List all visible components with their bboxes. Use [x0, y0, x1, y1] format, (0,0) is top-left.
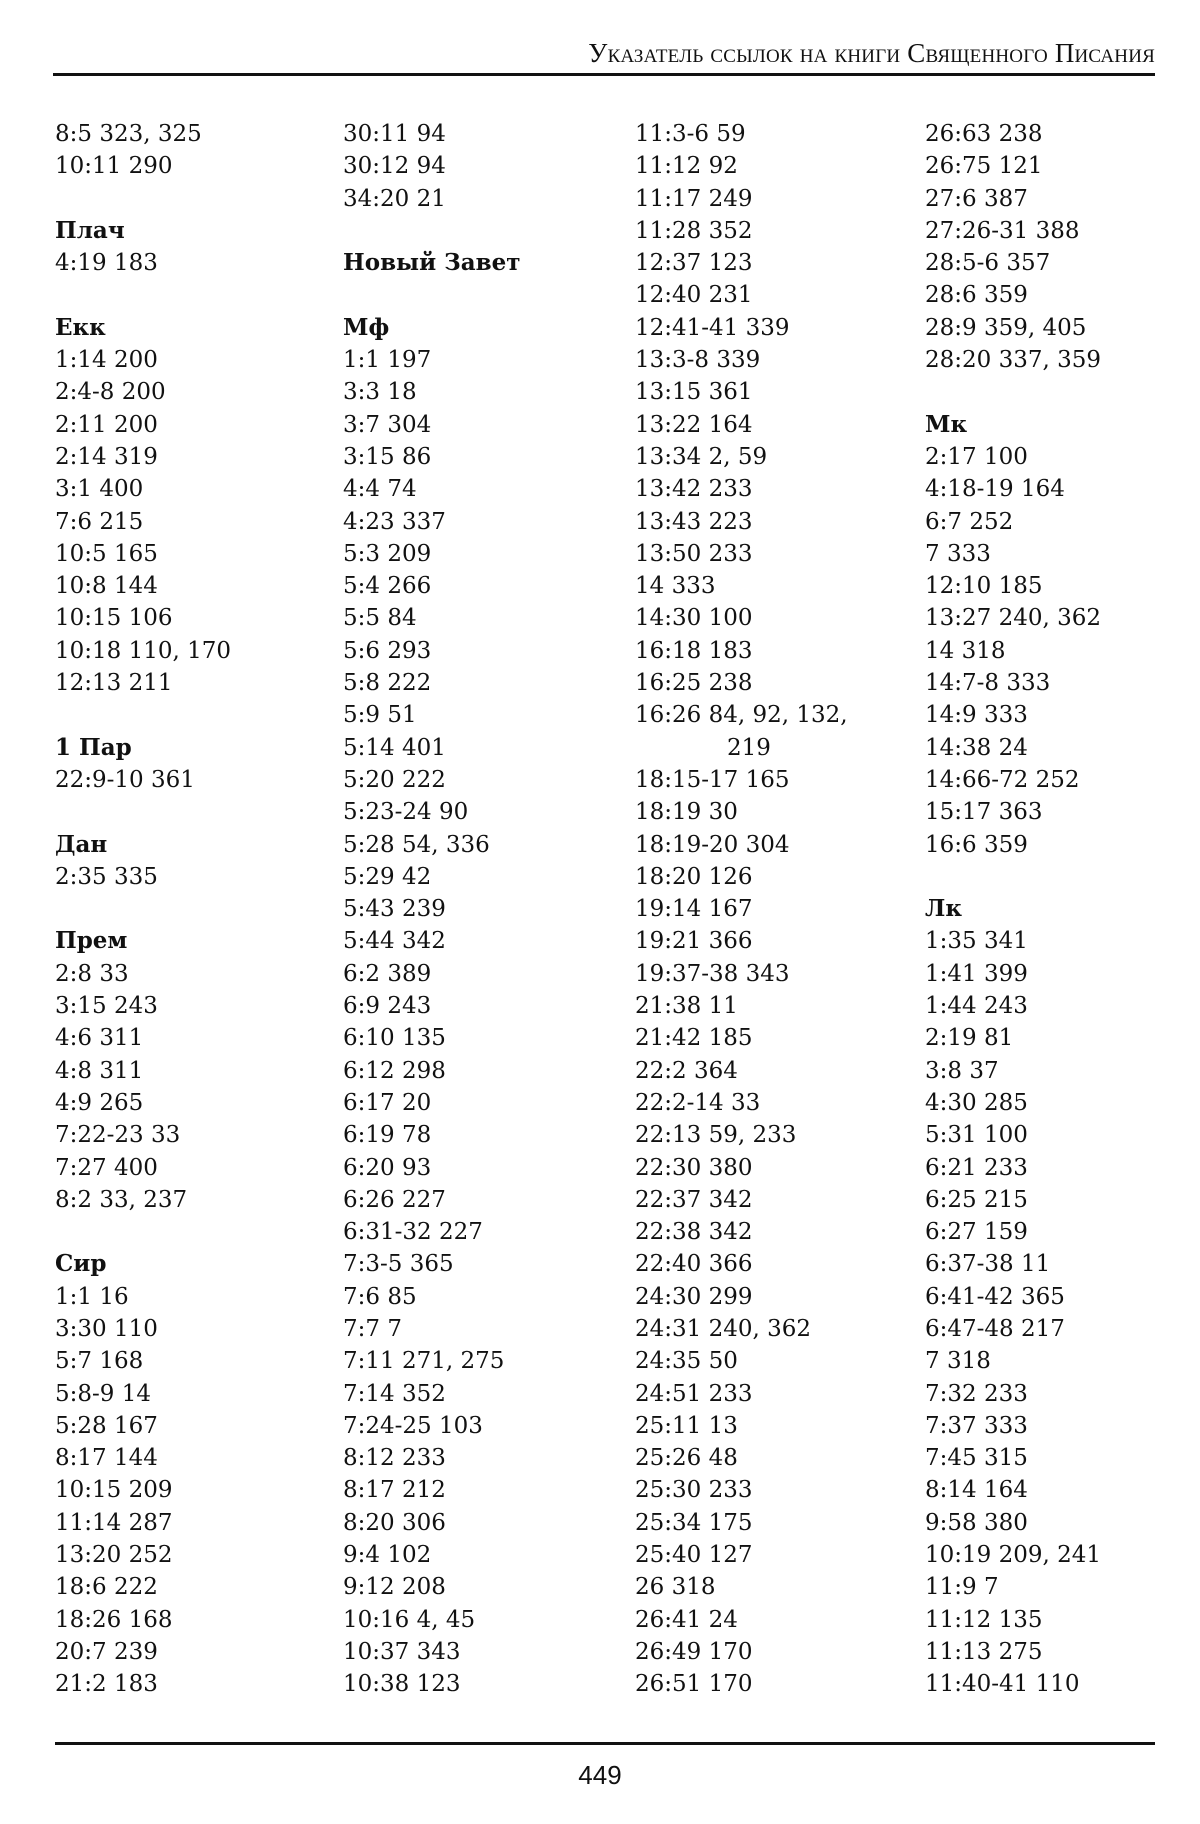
- reference-entry: 4:30 285: [925, 1089, 1028, 1116]
- book-heading: Екк: [55, 313, 106, 341]
- reference-entry: 3:3 18: [343, 379, 417, 406]
- reference-entry: 13:3-8 339: [635, 347, 761, 374]
- reference-entry: 24:51 233: [635, 1380, 753, 1407]
- reference-entry: 6:12 298: [343, 1057, 446, 1084]
- reference-entry: 7:7 7: [343, 1315, 402, 1342]
- reference-entry: 4:6 311: [55, 1025, 144, 1052]
- reference-entry: 219: [727, 734, 771, 761]
- reference-entry: 18:19 30: [635, 799, 738, 826]
- reference-entry: 7:37 333: [925, 1412, 1028, 1439]
- reference-entry: 5:28 167: [55, 1412, 158, 1439]
- reference-entry: 9:58 380: [925, 1509, 1028, 1536]
- reference-entry: 13:15 361: [635, 379, 753, 406]
- reference-entry: 10:15 209: [55, 1477, 173, 1504]
- reference-entry: 1:41 399: [925, 960, 1028, 987]
- reference-entry: 9:4 102: [343, 1542, 432, 1569]
- reference-entry: 26:49 170: [635, 1638, 753, 1665]
- book-heading: Новый Завет: [343, 249, 521, 277]
- index-column-2: [343, 118, 593, 1701]
- page-number: 449: [578, 1760, 622, 1790]
- reference-entry: 5:23-24 90: [343, 799, 469, 826]
- reference-entry: 7:11 271, 275: [343, 1348, 505, 1375]
- reference-entry: 21:2 183: [55, 1671, 158, 1698]
- book-heading: Мк: [925, 410, 968, 438]
- reference-entry: 25:40 127: [635, 1542, 753, 1569]
- reference-entry: 25:11 13: [635, 1412, 738, 1439]
- reference-entry: 22:37 342: [635, 1186, 753, 1213]
- reference-entry: 25:34 175: [635, 1509, 753, 1536]
- reference-entry: 10:38 123: [343, 1671, 461, 1698]
- reference-entry: 4:4 74: [343, 476, 417, 503]
- reference-entry: 16:18 183: [635, 637, 753, 664]
- reference-entry: 2:8 33: [55, 960, 129, 987]
- reference-entry: 10:18 110, 170: [55, 637, 232, 664]
- reference-entry: 19:14 167: [635, 896, 753, 923]
- reference-entry: 5:3 209: [343, 540, 432, 567]
- reference-entry: 13:22 164: [635, 411, 753, 438]
- reference-entry: 12:10 185: [925, 573, 1043, 600]
- reference-entry: 7:45 315: [925, 1445, 1028, 1472]
- reference-entry: 6:25 215: [925, 1186, 1028, 1213]
- book-heading: Лк: [925, 895, 962, 923]
- reference-entry: 13:27 240, 362: [925, 605, 1102, 632]
- reference-entry: 14:7-8 333: [925, 670, 1051, 697]
- entry-spacer: [55, 893, 305, 925]
- reference-entry: 7:3-5 365: [343, 1251, 454, 1278]
- reference-entry: 8:2 33, 237: [55, 1186, 188, 1213]
- reference-entry: 16:6 359: [925, 831, 1028, 858]
- reference-entry: 20:7 239: [55, 1638, 158, 1665]
- reference-entry: 24:30 299: [635, 1283, 753, 1310]
- reference-entry: 27:6 387: [925, 185, 1028, 212]
- reference-entry: 1:44 243: [925, 993, 1028, 1020]
- reference-entry: 8:14 164: [925, 1477, 1028, 1504]
- reference-entry: 4:18-19 164: [925, 476, 1065, 503]
- reference-entry: 6:26 227: [343, 1186, 446, 1213]
- reference-entry: 12:40 231: [635, 282, 753, 309]
- reference-entry: 6:17 20: [343, 1089, 432, 1116]
- reference-entry: 7:22-23 33: [55, 1122, 181, 1149]
- reference-entry: 22:38 342: [635, 1219, 753, 1246]
- reference-entry: 11:28 352: [635, 217, 753, 244]
- reference-entry: 5:8-9 14: [55, 1380, 151, 1407]
- reference-entry: 6:20 93: [343, 1154, 432, 1181]
- reference-entry: 5:6 293: [343, 637, 432, 664]
- reference-entry: 8:5 323, 325: [55, 121, 202, 147]
- reference-entry: 6:47-48 217: [925, 1315, 1065, 1342]
- reference-entry: 24:31 240, 362: [635, 1315, 812, 1342]
- reference-entry: 1:35 341: [925, 928, 1028, 955]
- index-column-1: [55, 118, 305, 1701]
- reference-entry: 8:20 306: [343, 1509, 446, 1536]
- reference-entry: 12:41-41 339: [635, 314, 790, 341]
- reference-entry: 6:37-38 11: [925, 1251, 1051, 1278]
- reference-entry: 5:5 84: [343, 605, 417, 632]
- reference-entry: 5:20 222: [343, 766, 446, 793]
- reference-entry: 26:75 121: [925, 153, 1043, 180]
- reference-entry: 28:9 359, 405: [925, 314, 1087, 341]
- reference-entry: 8:17 212: [343, 1477, 446, 1504]
- reference-entry: 4:8 311: [55, 1057, 144, 1084]
- reference-entry: 5:7 168: [55, 1348, 144, 1375]
- reference-entry: 6:10 135: [343, 1025, 446, 1052]
- reference-entry: 3:15 86: [343, 443, 432, 470]
- reference-entry: 5:31 100: [925, 1122, 1028, 1149]
- book-heading: Мф: [343, 313, 390, 341]
- reference-entry: 12:37 123: [635, 250, 753, 277]
- reference-entry: 15:17 363: [925, 799, 1043, 826]
- reference-entry: 26:41 24: [635, 1606, 738, 1633]
- reference-entry: 11:17 249: [635, 185, 753, 212]
- reference-entry: 28:6 359: [925, 282, 1028, 309]
- reference-entry: 22:13 59, 233: [635, 1122, 797, 1149]
- reference-entry: 10:5 165: [55, 540, 158, 567]
- reference-entry: 26:51 170: [635, 1671, 753, 1698]
- reference-entry: 19:21 366: [635, 928, 753, 955]
- reference-entry: 5:14 401: [343, 734, 446, 761]
- reference-entry: 5:4 266: [343, 573, 432, 600]
- reference-entry: 18:6 222: [55, 1574, 158, 1601]
- reference-entry: 11:12 92: [635, 153, 738, 180]
- reference-entry: 6:21 233: [925, 1154, 1028, 1181]
- reference-entry: 18:20 126: [635, 863, 753, 890]
- reference-entry: 21:38 11: [635, 993, 738, 1020]
- reference-entry: 7:6 85: [343, 1283, 417, 1310]
- reference-entry: 7 333: [925, 540, 991, 567]
- reference-entry: 18:19-20 304: [635, 831, 790, 858]
- entry-spacer: [343, 215, 593, 247]
- reference-entry: 3:1 400: [55, 476, 144, 503]
- reference-entry: 7:27 400: [55, 1154, 158, 1181]
- running-head: Указатель ссылок на книги Священного Писания: [588, 38, 1155, 68]
- reference-entry: 26 318: [635, 1574, 716, 1601]
- reference-entry: 9:12 208: [343, 1574, 446, 1601]
- bottom-rule: [55, 1742, 1155, 1745]
- book-heading: Прем: [55, 927, 128, 955]
- reference-entry: 3:30 110: [55, 1315, 158, 1342]
- entry-spacer: [343, 279, 593, 311]
- book-heading: Сир: [55, 1250, 107, 1278]
- reference-entry: 18:15-17 165: [635, 766, 790, 793]
- reference-entry: 4:19 183: [55, 250, 158, 277]
- reference-entry: 30:12 94: [343, 153, 446, 180]
- reference-entry: 10:11 290: [55, 153, 173, 180]
- reference-entry: 3:7 304: [343, 411, 432, 438]
- reference-entry: 16:26 84, 92, 132,: [635, 702, 848, 729]
- reference-entry: 28:5-6 357: [925, 250, 1051, 277]
- book-heading: Плач: [55, 216, 125, 244]
- reference-entry: 10:15 106: [55, 605, 173, 632]
- reference-entry: 13:20 252: [55, 1542, 173, 1569]
- reference-entry: 28:20 337, 359: [925, 347, 1102, 374]
- reference-entry: 5:43 239: [343, 896, 446, 923]
- reference-entry: 13:50 233: [635, 540, 753, 567]
- reference-entry: 7:6 215: [55, 508, 144, 535]
- reference-entry: 11:40-41 110: [925, 1671, 1080, 1698]
- reference-entry: 10:8 144: [55, 573, 158, 600]
- reference-entry: 30:11 94: [343, 121, 446, 147]
- reference-entry: 7:14 352: [343, 1380, 446, 1407]
- reference-entry: 27:26-31 388: [925, 217, 1080, 244]
- entry-spacer: [925, 861, 1165, 893]
- reference-entry: 26:63 238: [925, 121, 1043, 147]
- reference-entry: 6:7 252: [925, 508, 1014, 535]
- reference-entry: 6:2 389: [343, 960, 432, 987]
- reference-entry: 22:40 366: [635, 1251, 753, 1278]
- reference-entry: 6:9 243: [343, 993, 432, 1020]
- reference-entry: 7 318: [925, 1348, 991, 1375]
- reference-entry: 5:9 51: [343, 702, 417, 729]
- reference-entry: 3:8 37: [925, 1057, 999, 1084]
- reference-entry: 5:44 342: [343, 928, 446, 955]
- reference-entry: 2:19 81: [925, 1025, 1014, 1052]
- entry-spacer: [55, 796, 305, 828]
- reference-entry: 4:9 265: [55, 1089, 144, 1116]
- reference-entry: 8:17 144: [55, 1445, 158, 1472]
- reference-entry: 18:26 168: [55, 1606, 173, 1633]
- reference-entry: 13:42 233: [635, 476, 753, 503]
- entry-spacer: [55, 183, 305, 215]
- reference-entry: 19:37-38 343: [635, 960, 790, 987]
- reference-entry: 11:12 135: [925, 1606, 1043, 1633]
- reference-entry: 34:20 21: [343, 185, 446, 212]
- reference-entry: 1:14 200: [55, 347, 158, 374]
- reference-entry: 1:1 16: [55, 1283, 129, 1310]
- reference-entry: 6:19 78: [343, 1122, 432, 1149]
- reference-entry: 5:29 42: [343, 863, 432, 890]
- reference-entry: 10:37 343: [343, 1638, 461, 1665]
- reference-entry: 22:30 380: [635, 1154, 753, 1181]
- reference-entry: 2:14 319: [55, 443, 158, 470]
- reference-entry: 14 333: [635, 573, 716, 600]
- reference-entry: 2:11 200: [55, 411, 158, 438]
- reference-entry: 4:23 337: [343, 508, 446, 535]
- reference-entry: 14 318: [925, 637, 1006, 664]
- reference-entry: 16:25 238: [635, 670, 753, 697]
- reference-entry: 2:17 100: [925, 443, 1028, 470]
- reference-entry: 6:31-32 227: [343, 1219, 483, 1246]
- reference-entry: 10:19 209, 241: [925, 1542, 1102, 1569]
- reference-entry: 14:66-72 252: [925, 766, 1080, 793]
- reference-entry: 8:12 233: [343, 1445, 446, 1472]
- reference-entry: 14:38 24: [925, 734, 1028, 761]
- reference-entry: 22:2-14 33: [635, 1089, 761, 1116]
- entry-spacer: [55, 1216, 305, 1248]
- reference-entry: 2:35 335: [55, 863, 158, 890]
- reference-entry: 5:8 222: [343, 670, 432, 697]
- reference-entry: 11:14 287: [55, 1509, 173, 1536]
- reference-entry: 2:4-8 200: [55, 379, 166, 406]
- book-heading: 1 Пар: [55, 733, 132, 761]
- reference-entry: 13:43 223: [635, 508, 753, 535]
- entry-spacer: [925, 376, 1165, 408]
- reference-entry: 14:9 333: [925, 702, 1028, 729]
- reference-entry: 3:15 243: [55, 993, 158, 1020]
- reference-entry: 11:9 7: [925, 1574, 999, 1601]
- top-rule: [53, 73, 1155, 76]
- reference-entry: 11:13 275: [925, 1638, 1043, 1665]
- reference-entry: 12:13 211: [55, 670, 173, 697]
- entry-spacer: [55, 699, 305, 731]
- reference-entry: 7:32 233: [925, 1380, 1028, 1407]
- index-column-4: [925, 118, 1165, 1701]
- reference-entry: 1:1 197: [343, 347, 432, 374]
- reference-entry: 21:42 185: [635, 1025, 753, 1052]
- reference-entry: 6:41-42 365: [925, 1283, 1065, 1310]
- book-heading: Дан: [55, 830, 108, 858]
- reference-entry: 10:16 4, 45: [343, 1606, 476, 1633]
- reference-entry: 5:28 54, 336: [343, 831, 490, 858]
- index-column-3: [635, 118, 885, 1701]
- reference-entry: 6:27 159: [925, 1219, 1028, 1246]
- reference-entry: 25:30 233: [635, 1477, 753, 1504]
- reference-entry: 25:26 48: [635, 1445, 738, 1472]
- reference-entry: 22:2 364: [635, 1057, 738, 1084]
- reference-entry: 13:34 2, 59: [635, 443, 768, 470]
- reference-entry: 14:30 100: [635, 605, 753, 632]
- reference-entry: 24:35 50: [635, 1348, 738, 1375]
- reference-entry: 7:24-25 103: [343, 1412, 483, 1439]
- reference-entry: 22:9-10 361: [55, 766, 195, 793]
- entry-spacer: [55, 279, 305, 311]
- reference-entry: 11:3-6 59: [635, 121, 746, 147]
